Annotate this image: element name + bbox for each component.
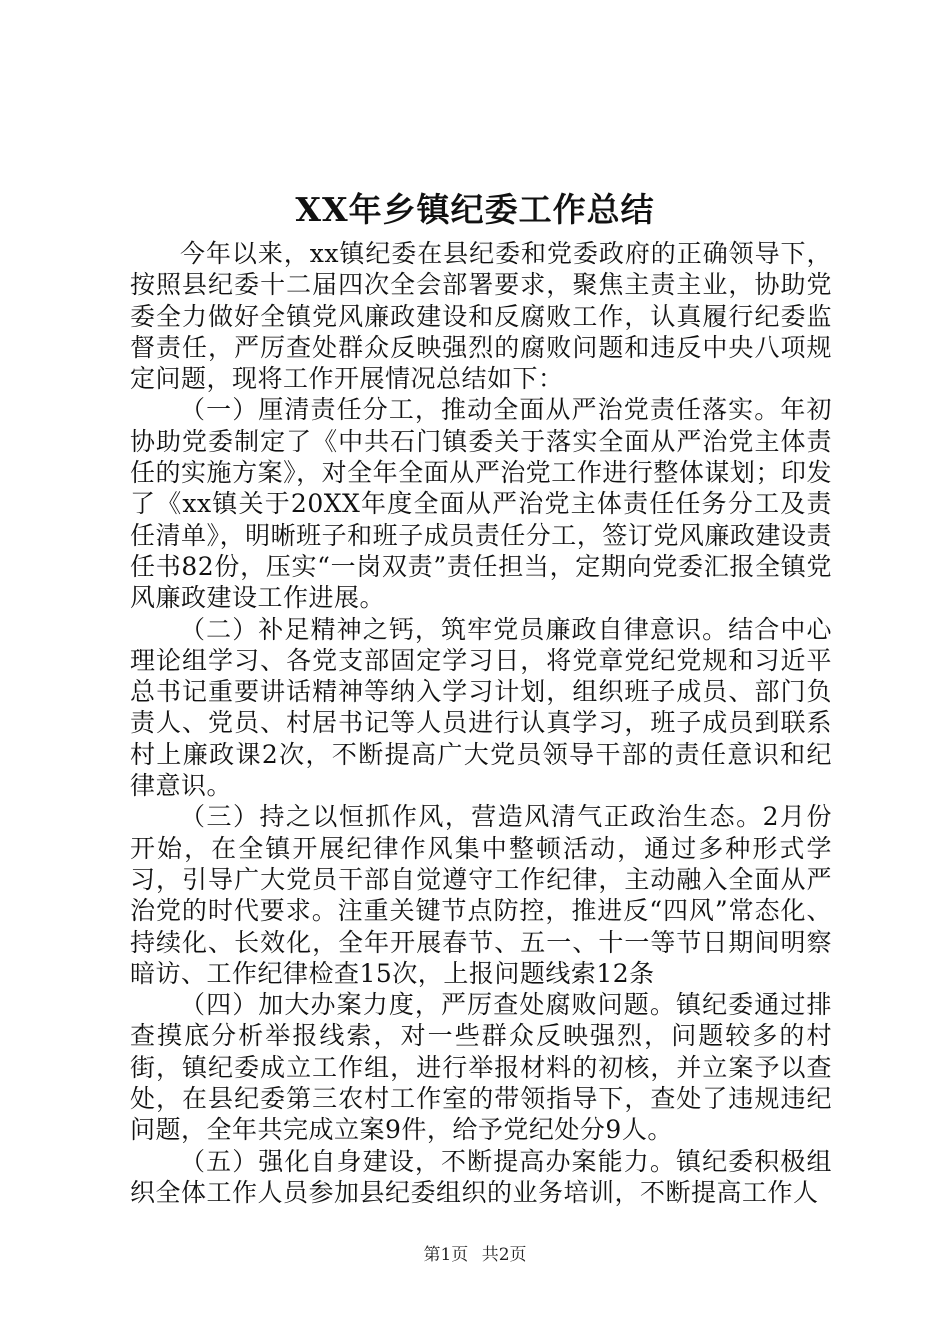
paragraph-intro: 今年以来，xx镇纪委在县纪委和党委政府的正确领导下，按照县纪委十二届四次全会部署要求，聚焦主责主业，协助党委全力做好全镇党风廉政建设和反腐败工作，认真履行纪委监督责任，严厉查处群众反映强烈的腐败问题和违反中央八项规定问题，现将工作开展情况总结如下： (130, 239, 832, 394)
paragraph-section-4: （四）加大办案力度，严厉查处腐败问题。镇纪委通过排查摸底分析举报线索，对一些群众反映强烈，问题较多的村街，镇纪委成立工作组，进行举报材料的初核，并立案予以查处，在县纪委第三农村工作室的带领指导下，查处了违规违纪问题，全年共完成立案9件，给予党纪处分9人。 (130, 990, 832, 1145)
page-footer (0, 1244, 950, 1266)
page-number-total: 共2页 (481, 1245, 527, 1265)
paragraph-section-1: （一）厘清责任分工，推动全面从严治党责任落实。年初协助党委制定了《中共石门镇委关于落实全面从严治党主体责任的实施方案》，对全年全面从严治党工作进行整体谋划；印发了《xx镇关于20XX年度全面从严治党主体责任任务分工及责任清单》，明晰班子和班子成员责任分工，签订党风廉政建设责任书82份，压实“一岗双责”责任担当，定期向党委汇报全镇党风廉政建设工作进展。 (130, 395, 832, 613)
document-body (130, 238, 832, 1208)
document-title: XX年乡镇纪委工作总结 (295, 190, 655, 229)
paragraph-section-2: （二）补足精神之钙，筑牢党员廉政自律意识。结合中心理论组学习、各党支部固定学习日，将党章党纪党规和习近平总书记重要讲话精神等纳入学习计划，组织班子成员、部门负责人、党员、村居书记等人员进行认真学习，班子成员到联系村上廉政课2次，不断提高广大党员领导干部的责任意识和纪律意识。 (130, 614, 832, 801)
paragraph-section-5: （五）强化自身建设，不断提高办案能力。镇纪委积极组织全体工作人员参加县纪委组织的业务培训，不断提高工作人 (130, 1146, 832, 1207)
page-number-current: 第1页 (423, 1245, 469, 1265)
paragraph-section-3: （三）持之以恒抓作风，营造风清气正政治生态。2月份开始，在全镇开展纪律作风集中整顿活动，通过多种形式学习，引导广大党员干部自觉遵守工作纪律，主动融入全面从严治党的时代要求。注重关键节点防控，推进反“四风”常态化、持续化、长效化，全年开展春节、五一、十一等节日期间明察暗访、工作纪律检查15次，上报问题线索12条 (130, 802, 832, 988)
